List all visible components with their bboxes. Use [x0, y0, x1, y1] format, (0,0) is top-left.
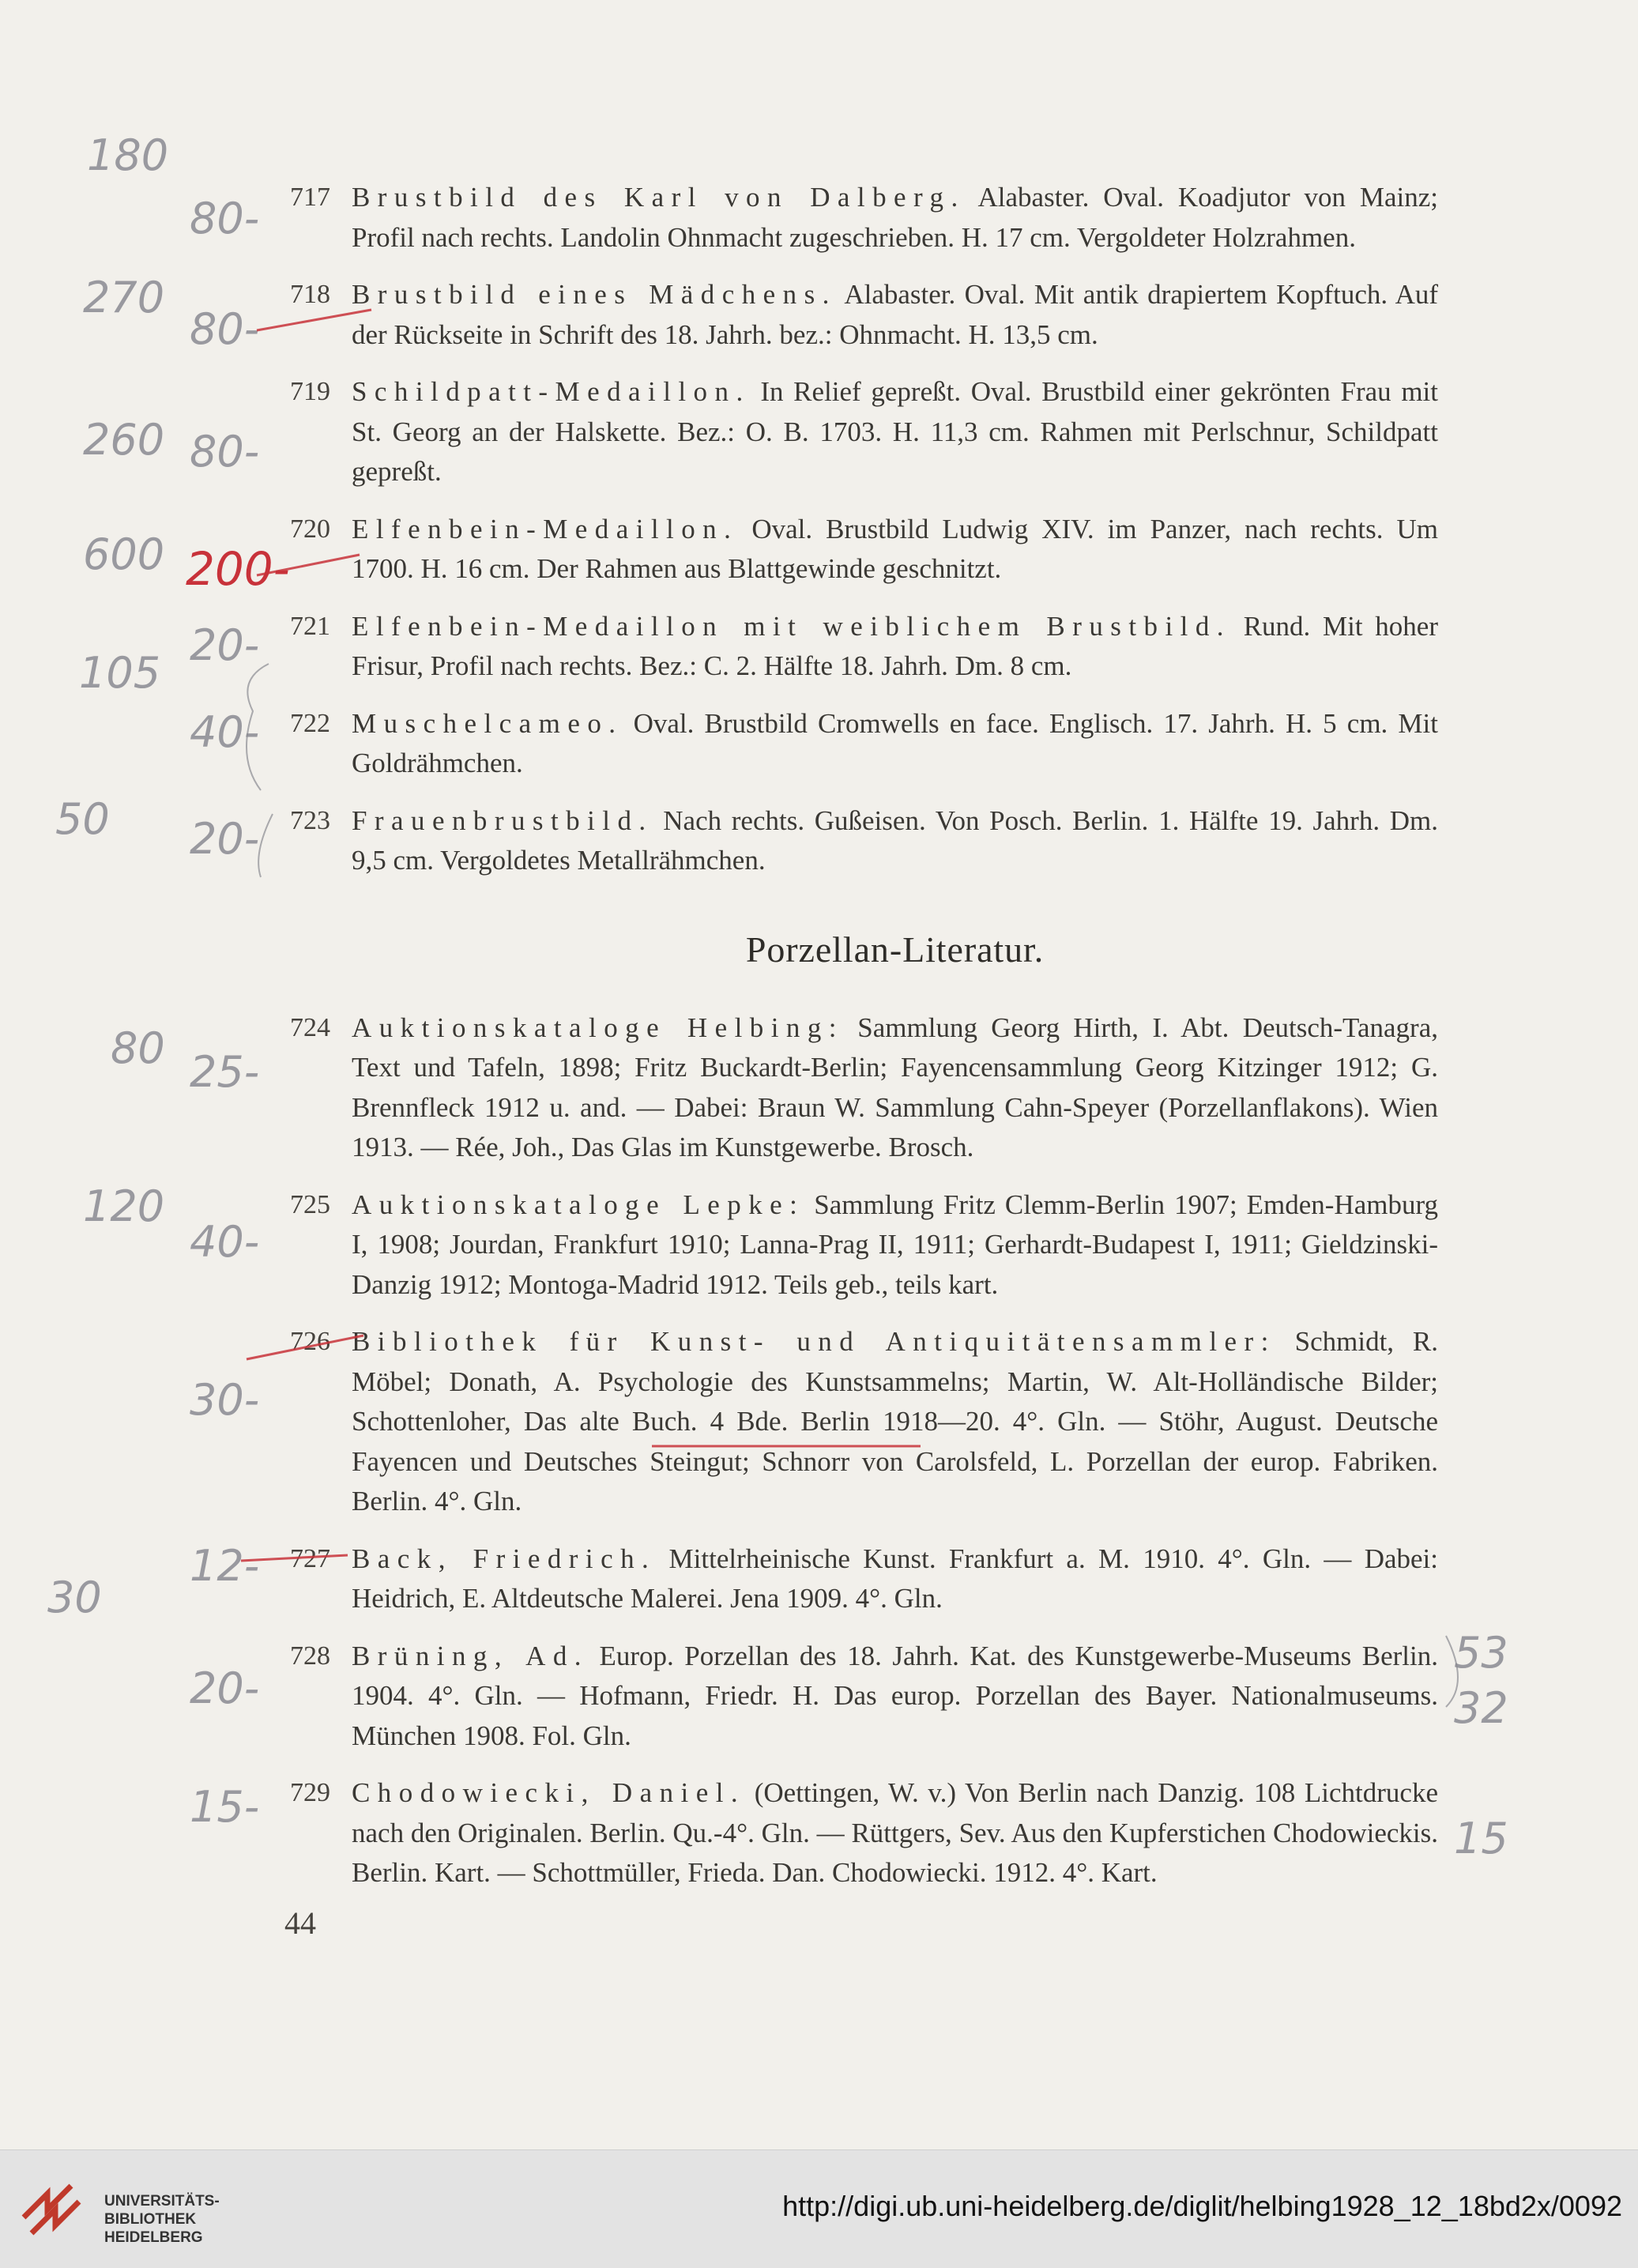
lot-number: 725	[290, 1189, 330, 1219]
entry-lead: Bibliothek für Kunst- und Antiquitätensammler:	[352, 1326, 1276, 1357]
entry-717	[237, 178, 1438, 258]
entry-rest: (Oettingen, W. v.) Von Berlin nach Danzig. 108 Lichtdrucke nach den Originalen. Berlin. Qu.-4°. Gln. — Rüttgers, Sev. Aus den Kupferstichen Chodowieckis. Berlin. Kart. — Schottmüller, Frieda. Dan. Chodowiecki. 1912. 4°. Kart.	[352, 1777, 1439, 1888]
handwritten-note: 32	[1454, 1683, 1508, 1733]
handwritten-note: 12-	[190, 1541, 260, 1591]
entry-text	[352, 275, 1438, 355]
handwritten-note: 15	[1454, 1814, 1508, 1863]
entry-text	[352, 1322, 1438, 1522]
entry-text	[352, 801, 1438, 881]
entry-726	[237, 1322, 1438, 1522]
entry-rest: Oval. Brustbild Ludwig XIV. im Panzer, nach rechts. Um 1700. H. 16 cm. Der Rahmen aus Blattgewinde geschnitzt.	[352, 513, 1438, 584]
entry-722	[237, 704, 1438, 784]
handwritten-note: 80-	[190, 427, 260, 477]
lot-number: 718	[290, 280, 330, 309]
entry-724	[237, 1008, 1438, 1168]
entry-text	[352, 510, 1438, 590]
lot-number: 727	[290, 1543, 330, 1573]
entry-rest: Alabaster. Oval. Koadjutor von Mainz; Profil nach rechts. Landolin Ohnmacht zugeschrieben. H. 17 cm. Vergoldeter Holzrahmen.	[352, 182, 1438, 253]
entry-rest: Alabaster. Oval. Mit antik drapiertem Kopftuch. Auf der Rückseite in Schrift des 18. Jahrh. bez.: Ohnmacht. H. 13,5 cm.	[352, 279, 1438, 350]
entry-lead: Brustbild des Karl von Dalberg.	[352, 182, 966, 213]
page-number: 44	[284, 1905, 316, 1941]
handwritten-note: 270	[83, 273, 165, 322]
entry-lead: Elfenbein-Medaillon mit weiblichem Brustbild.	[352, 610, 1231, 642]
entry-text	[352, 1008, 1438, 1168]
entry-rest: In Relief gepreßt. Oval. Brustbild einer gekrönten Frau mit St. Georg an der Halskette. Bez.: O. B. 1703. H. 11,3 cm. Rahmen mit Perlschnur, Schildpatt gepreßt.	[352, 376, 1438, 487]
footer-bar	[0, 2149, 1638, 2268]
handwritten-note: 30-	[190, 1375, 260, 1425]
catalog-content	[237, 178, 1438, 1911]
handwritten-note: 80-	[190, 304, 260, 354]
entry-lead: Muschelcameo.	[352, 707, 623, 739]
library-name	[104, 2192, 220, 2247]
entry-729	[237, 1773, 1438, 1893]
handwritten-note: 600	[83, 529, 165, 579]
entry-rest: Europ. Porzellan des 18. Jahrh. Kat. des Kunstgewerbe-Museums Berlin. 1904. 4°. Gln. — Hofmann, Friedr. H. Das europ. Porzellan des Bayer. Nationalmuseums. München 1908. Fol. Gln.	[352, 1640, 1438, 1751]
entry-lead: Elfenbein-Medaillon.	[352, 513, 739, 544]
entry-text	[352, 372, 1438, 492]
pencil-curve	[1446, 1636, 1458, 1707]
handwritten-note: 20-	[190, 1663, 260, 1713]
handwritten-note: 180	[87, 130, 169, 180]
entry-text	[352, 607, 1438, 687]
handwritten-note: 260	[83, 415, 165, 465]
entry-lead: Back, Friedrich.	[352, 1543, 657, 1574]
entry-lead: Frauenbrustbild.	[352, 804, 653, 836]
lot-number: 723	[290, 805, 330, 835]
lot-number: 719	[290, 377, 330, 406]
entry-rest: Sammlung Fritz Clemm-Berlin 1907; Emden-Hamburg I, 1908; Jourdan, Frankfurt 1910; Lanna-Prag II, 1911; Gerhardt-Budapest I, 1911; Gieldzinski-Danzig 1912; Montoga-Madrid 1912. Teils geb., teils kart.	[352, 1189, 1438, 1300]
entry-text	[352, 1637, 1438, 1757]
source-url[interactable]: http://digi.ub.uni-heidelberg.de/diglit/helbing1928_12_18bd2x/0092	[782, 2190, 1622, 2222]
entry-725	[237, 1185, 1438, 1305]
handwritten-note: 25-	[190, 1047, 260, 1097]
entry-rest: Sammlung Georg Hirth, I. Abt. Deutsch-Tanagra, Text und Tafeln, 1898; Fritz Buckardt-Berlin; Fayencensammlung Georg Kitzinger 1912; G. Brennfleck 1912 u. and. — Dabei: Braun W. Sammlung Cahn-Speyer (Porzellanflakons). Wien 1913. — Rée, Joh., Das Glas im Kunstgewerbe. Brosch.	[352, 1012, 1438, 1162]
lot-number: 717	[290, 183, 330, 212]
lot-number: 720	[290, 514, 330, 544]
red-pencil-note: 200-	[186, 542, 290, 596]
entry-rest: Nach rechts. Gußeisen. Von Posch. Berlin. 1. Hälfte 19. Jahrh. Dm. 9,5 cm. Vergoldetes Metallrähmchen.	[352, 804, 1438, 876]
library-logo[interactable]	[16, 2170, 220, 2249]
entry-text	[352, 704, 1438, 784]
entry-text	[352, 1185, 1438, 1305]
handwritten-note: 80	[111, 1023, 165, 1073]
section-heading: Porzellan-Literatur.	[745, 929, 1045, 970]
logo-line: UNIVERSITÄTS-	[104, 2193, 220, 2210]
handwritten-note: 30	[47, 1573, 102, 1622]
library-emblem-icon	[16, 2170, 95, 2249]
handwritten-note: 80-	[190, 194, 260, 243]
handwritten-note: 50	[55, 794, 110, 844]
lot-number: 728	[290, 1641, 330, 1671]
entry-720	[237, 510, 1438, 590]
entry-728	[237, 1637, 1438, 1757]
entry-lead: Brüning, Ad.	[352, 1640, 589, 1671]
entry-727	[237, 1539, 1438, 1619]
entry-text	[352, 1773, 1438, 1893]
entry-718	[237, 275, 1438, 355]
entry-lead: Brustbild eines Mädchens.	[352, 279, 837, 310]
handwritten-note: 105	[79, 648, 161, 698]
handwritten-note: 53	[1454, 1628, 1508, 1678]
entry-lead: Auktionskataloge Lepke:	[352, 1189, 805, 1220]
entry-text	[352, 178, 1438, 258]
handwritten-note: 20-	[190, 620, 260, 670]
logo-line: BIBLIOTHEK	[104, 2211, 197, 2228]
entry-723	[237, 801, 1438, 881]
entry-lead: Chodowiecki, Daniel.	[352, 1777, 746, 1808]
entry-719	[237, 372, 1438, 492]
lot-number: 729	[290, 1778, 330, 1807]
handwritten-note: 15-	[190, 1782, 260, 1832]
entry-rest: Mittelrheinische Kunst. Frankfurt a. M. 1910. 4°. Gln. — Dabei: Heidrich, E. Altdeutsche Malerei. Jena 1909. 4°. Gln.	[352, 1543, 1438, 1614]
logo-line: HEIDELBERG	[104, 2229, 203, 2246]
handwritten-note: 20-	[190, 814, 260, 864]
lot-number: 722	[290, 708, 330, 738]
entry-721	[237, 607, 1438, 687]
handwritten-note: 40-	[190, 707, 260, 757]
entry-rest: Schmidt, R. Möbel; Donath, A. Psychologie des Kunstsammelns; Martin, W. Alt-Holländische Bilder; Schottenloher, Das alte Buch. 4 Bde. Berlin 1918—20. 4°. Gln. — Stöhr, August. Deutsche Fayencen und Deutsches Steingut; Schnorr von Carolsfeld, L. Porzellan der europ. Fabriken. Berlin. 4°. Gln.	[352, 1326, 1438, 1516]
lot-number: 724	[290, 1012, 330, 1042]
lot-number: 726	[290, 1327, 330, 1356]
entry-text	[352, 1539, 1438, 1619]
entry-lead: Auktionskataloge Helbing:	[352, 1012, 844, 1043]
handwritten-note: 120	[83, 1181, 165, 1231]
handwritten-note: 40-	[190, 1217, 260, 1267]
entry-rest: Rund. Mit hoher Frisur, Profil nach rechts. Bez.: C. 2. Hälfte 18. Jahrh. Dm. 8 cm.	[352, 610, 1439, 681]
lot-number: 721	[290, 611, 330, 641]
entry-lead: Schildpatt-Medaillon.	[352, 376, 751, 407]
entry-rest: Oval. Brustbild Cromwells en face. Englisch. 17. Jahrh. H. 5 cm. Mit Goldrähmchen.	[352, 707, 1438, 778]
